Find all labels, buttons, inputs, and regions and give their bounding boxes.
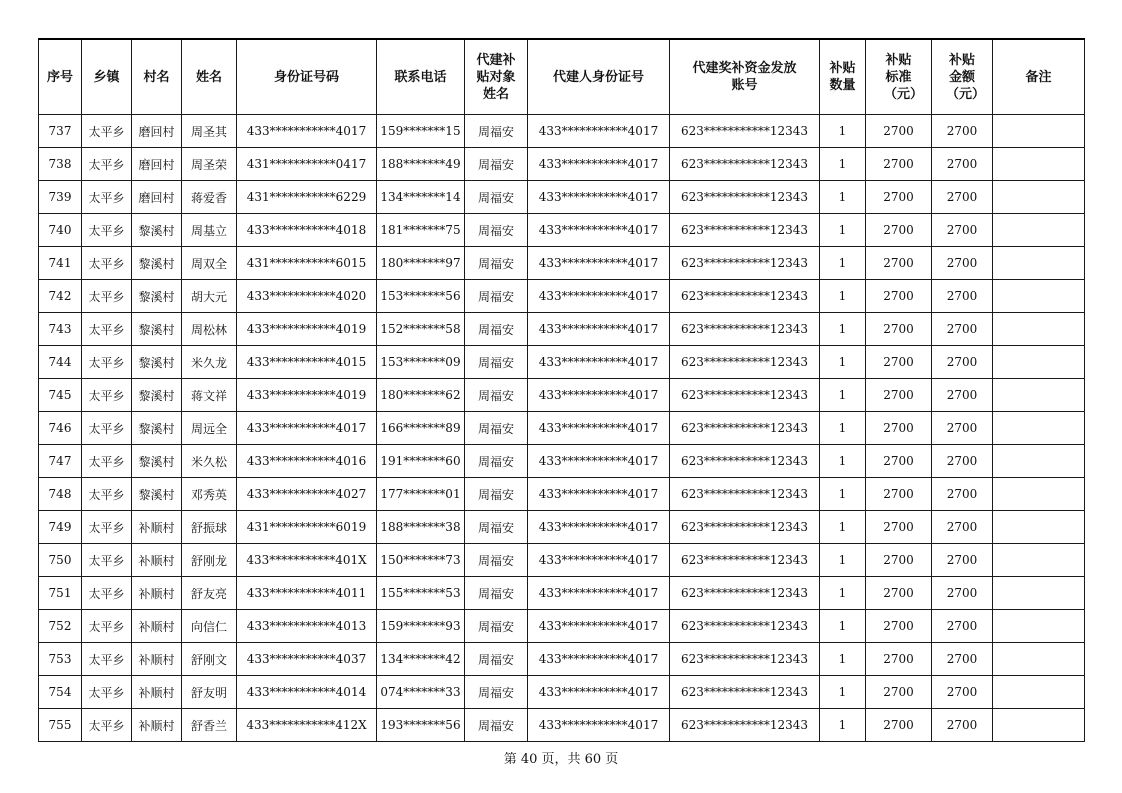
cell-id-number: 431***********6229: [237, 181, 377, 214]
cell-account: 623***********12343: [670, 478, 820, 511]
cell-town: 太平乡: [82, 478, 132, 511]
cell-seq: 739: [39, 181, 82, 214]
cell-village: 黎溪村: [132, 478, 182, 511]
cell-name: 米久龙: [182, 346, 237, 379]
header-standard: 补贴标准（元）: [866, 39, 932, 115]
cell-agent-id: 433***********4017: [528, 676, 670, 709]
cell-note: [993, 313, 1085, 346]
cell-agent-name: 周福安: [465, 280, 528, 313]
cell-agent-name: 周福安: [465, 412, 528, 445]
cell-amount: 2700: [932, 709, 993, 742]
cell-account: 623***********12343: [670, 346, 820, 379]
cell-note: [993, 709, 1085, 742]
cell-agent-name: 周福安: [465, 148, 528, 181]
cell-name: 周双全: [182, 247, 237, 280]
cell-phone: 134*******42: [377, 643, 465, 676]
cell-account: 623***********12343: [670, 610, 820, 643]
cell-note: [993, 643, 1085, 676]
table-header-row: [39, 39, 1085, 115]
cell-agent-name: 周福安: [465, 610, 528, 643]
cell-village: 补顺村: [132, 544, 182, 577]
cell-id-number: 433***********4018: [237, 214, 377, 247]
table-row: [39, 214, 1085, 247]
table-row: [39, 544, 1085, 577]
cell-town: 太平乡: [82, 313, 132, 346]
cell-quantity: 1: [820, 181, 866, 214]
cell-agent-name: 周福安: [465, 709, 528, 742]
cell-id-number: 433***********4017: [237, 115, 377, 148]
cell-account: 623***********12343: [670, 577, 820, 610]
table-row: [39, 379, 1085, 412]
cell-village: 补顺村: [132, 577, 182, 610]
cell-phone: 180*******62: [377, 379, 465, 412]
cell-agent-name: 周福安: [465, 643, 528, 676]
cell-agent-name: 周福安: [465, 676, 528, 709]
cell-quantity: 1: [820, 148, 866, 181]
table-row: [39, 115, 1085, 148]
cell-quantity: 1: [820, 610, 866, 643]
cell-note: [993, 148, 1085, 181]
header-phone: 联系电话: [377, 39, 465, 115]
cell-quantity: 1: [820, 346, 866, 379]
cell-phone: 193*******56: [377, 709, 465, 742]
cell-phone: 177*******01: [377, 478, 465, 511]
table-row: [39, 247, 1085, 280]
cell-name: 周基立: [182, 214, 237, 247]
header-agent-id: 代建人身份证号: [528, 39, 670, 115]
cell-note: [993, 610, 1085, 643]
cell-quantity: 1: [820, 247, 866, 280]
header-id-number: 身份证号码: [237, 39, 377, 115]
cell-agent-name: 周福安: [465, 511, 528, 544]
cell-quantity: 1: [820, 676, 866, 709]
cell-amount: 2700: [932, 115, 993, 148]
table-row: [39, 412, 1085, 445]
cell-name: 舒振球: [182, 511, 237, 544]
cell-quantity: 1: [820, 709, 866, 742]
header-account: 代建奖补资金发放账号: [670, 39, 820, 115]
cell-agent-id: 433***********4017: [528, 247, 670, 280]
cell-amount: 2700: [932, 445, 993, 478]
cell-account: 623***********12343: [670, 379, 820, 412]
cell-seq: 747: [39, 445, 82, 478]
header-town: 乡镇: [82, 39, 132, 115]
cell-name: 舒刚龙: [182, 544, 237, 577]
cell-agent-id: 433***********4017: [528, 709, 670, 742]
cell-standard: 2700: [866, 148, 932, 181]
cell-standard: 2700: [866, 313, 932, 346]
cell-amount: 2700: [932, 478, 993, 511]
cell-account: 623***********12343: [670, 115, 820, 148]
cell-agent-id: 433***********4017: [528, 511, 670, 544]
cell-id-number: 433***********4020: [237, 280, 377, 313]
cell-agent-id: 433***********4017: [528, 412, 670, 445]
cell-quantity: 1: [820, 544, 866, 577]
cell-town: 太平乡: [82, 445, 132, 478]
cell-name: 米久松: [182, 445, 237, 478]
cell-seq: 746: [39, 412, 82, 445]
cell-seq: 755: [39, 709, 82, 742]
header-agent-name: 代建补贴对象姓名: [465, 39, 528, 115]
cell-standard: 2700: [866, 247, 932, 280]
table-row: [39, 709, 1085, 742]
cell-quantity: 1: [820, 379, 866, 412]
cell-village: 黎溪村: [132, 445, 182, 478]
cell-note: [993, 511, 1085, 544]
cell-agent-id: 433***********4017: [528, 346, 670, 379]
cell-town: 太平乡: [82, 709, 132, 742]
cell-name: 舒刚文: [182, 643, 237, 676]
cell-town: 太平乡: [82, 544, 132, 577]
cell-village: 黎溪村: [132, 379, 182, 412]
cell-standard: 2700: [866, 544, 932, 577]
cell-note: [993, 115, 1085, 148]
cell-agent-id: 433***********4017: [528, 478, 670, 511]
cell-agent-name: 周福安: [465, 379, 528, 412]
cell-note: [993, 676, 1085, 709]
cell-standard: 2700: [866, 643, 932, 676]
cell-standard: 2700: [866, 610, 932, 643]
cell-standard: 2700: [866, 577, 932, 610]
cell-name: 向信仁: [182, 610, 237, 643]
cell-village: 黎溪村: [132, 412, 182, 445]
cell-seq: 745: [39, 379, 82, 412]
cell-seq: 740: [39, 214, 82, 247]
cell-quantity: 1: [820, 445, 866, 478]
cell-quantity: 1: [820, 313, 866, 346]
cell-account: 623***********12343: [670, 313, 820, 346]
cell-standard: 2700: [866, 445, 932, 478]
table-row: [39, 577, 1085, 610]
cell-agent-name: 周福安: [465, 577, 528, 610]
cell-note: [993, 544, 1085, 577]
table-body: [39, 115, 1085, 742]
cell-account: 623***********12343: [670, 643, 820, 676]
cell-seq: 742: [39, 280, 82, 313]
cell-amount: 2700: [932, 214, 993, 247]
cell-quantity: 1: [820, 214, 866, 247]
cell-village: 补顺村: [132, 511, 182, 544]
cell-name: 舒友明: [182, 676, 237, 709]
cell-id-number: 433***********4037: [237, 643, 377, 676]
table-row: [39, 346, 1085, 379]
cell-note: [993, 445, 1085, 478]
cell-agent-id: 433***********4017: [528, 115, 670, 148]
cell-quantity: 1: [820, 511, 866, 544]
cell-account: 623***********12343: [670, 247, 820, 280]
cell-phone: 074*******33: [377, 676, 465, 709]
cell-seq: 743: [39, 313, 82, 346]
cell-amount: 2700: [932, 511, 993, 544]
cell-account: 623***********12343: [670, 445, 820, 478]
cell-phone: 188*******38: [377, 511, 465, 544]
subsidy-table: [38, 38, 1085, 742]
cell-note: [993, 379, 1085, 412]
cell-town: 太平乡: [82, 148, 132, 181]
cell-note: [993, 214, 1085, 247]
cell-note: [993, 346, 1085, 379]
cell-account: 623***********12343: [670, 214, 820, 247]
cell-village: 补顺村: [132, 676, 182, 709]
cell-village: 补顺村: [132, 709, 182, 742]
cell-name: 胡大元: [182, 280, 237, 313]
cell-id-number: 431***********6019: [237, 511, 377, 544]
cell-quantity: 1: [820, 280, 866, 313]
cell-phone: 150*******73: [377, 544, 465, 577]
cell-agent-id: 433***********4017: [528, 280, 670, 313]
cell-account: 623***********12343: [670, 544, 820, 577]
table-row: [39, 643, 1085, 676]
cell-phone: 159*******15: [377, 115, 465, 148]
table-row: [39, 280, 1085, 313]
cell-agent-name: 周福安: [465, 313, 528, 346]
cell-agent-id: 433***********4017: [528, 214, 670, 247]
cell-village: 黎溪村: [132, 280, 182, 313]
cell-name: 周圣荣: [182, 148, 237, 181]
cell-village: 黎溪村: [132, 313, 182, 346]
cell-account: 623***********12343: [670, 511, 820, 544]
cell-agent-id: 433***********4017: [528, 445, 670, 478]
cell-quantity: 1: [820, 643, 866, 676]
cell-town: 太平乡: [82, 181, 132, 214]
page-footer: 第 40 页，共 60 页: [503, 752, 619, 767]
cell-id-number: 433***********4015: [237, 346, 377, 379]
cell-amount: 2700: [932, 676, 993, 709]
table-row: [39, 610, 1085, 643]
cell-name: 舒香兰: [182, 709, 237, 742]
table-row: [39, 313, 1085, 346]
cell-name: 周圣其: [182, 115, 237, 148]
cell-agent-name: 周福安: [465, 346, 528, 379]
cell-agent-id: 433***********4017: [528, 610, 670, 643]
cell-account: 623***********12343: [670, 676, 820, 709]
cell-phone: 153*******56: [377, 280, 465, 313]
cell-seq: 738: [39, 148, 82, 181]
cell-id-number: 433***********4019: [237, 313, 377, 346]
cell-town: 太平乡: [82, 676, 132, 709]
cell-agent-id: 433***********4017: [528, 313, 670, 346]
cell-amount: 2700: [932, 148, 993, 181]
cell-id-number: 431***********6015: [237, 247, 377, 280]
cell-agent-name: 周福安: [465, 478, 528, 511]
cell-agent-id: 433***********4017: [528, 643, 670, 676]
cell-phone: 180*******97: [377, 247, 465, 280]
table-row: [39, 148, 1085, 181]
cell-town: 太平乡: [82, 412, 132, 445]
cell-agent-name: 周福安: [465, 544, 528, 577]
cell-standard: 2700: [866, 280, 932, 313]
cell-phone: 166*******89: [377, 412, 465, 445]
cell-standard: 2700: [866, 676, 932, 709]
cell-id-number: 433***********4014: [237, 676, 377, 709]
cell-agent-id: 433***********4017: [528, 544, 670, 577]
cell-village: 补顺村: [132, 610, 182, 643]
header-amount: 补贴金额（元）: [932, 39, 993, 115]
cell-amount: 2700: [932, 412, 993, 445]
cell-note: [993, 247, 1085, 280]
cell-village: 黎溪村: [132, 247, 182, 280]
cell-village: 黎溪村: [132, 346, 182, 379]
cell-note: [993, 412, 1085, 445]
cell-town: 太平乡: [82, 577, 132, 610]
cell-town: 太平乡: [82, 247, 132, 280]
cell-id-number: 433***********412X: [237, 709, 377, 742]
cell-seq: 741: [39, 247, 82, 280]
cell-agent-name: 周福安: [465, 445, 528, 478]
cell-phone: 159*******93: [377, 610, 465, 643]
cell-phone: 191*******60: [377, 445, 465, 478]
cell-account: 623***********12343: [670, 280, 820, 313]
cell-town: 太平乡: [82, 115, 132, 148]
cell-name: 邓秀英: [182, 478, 237, 511]
cell-note: [993, 280, 1085, 313]
cell-village: 黎溪村: [132, 214, 182, 247]
cell-seq: 752: [39, 610, 82, 643]
cell-name: 蒋文祥: [182, 379, 237, 412]
cell-agent-id: 433***********4017: [528, 148, 670, 181]
cell-seq: 754: [39, 676, 82, 709]
cell-seq: 737: [39, 115, 82, 148]
cell-quantity: 1: [820, 115, 866, 148]
cell-account: 623***********12343: [670, 148, 820, 181]
cell-id-number: 433***********4011: [237, 577, 377, 610]
cell-quantity: 1: [820, 478, 866, 511]
cell-name: 蒋爱香: [182, 181, 237, 214]
cell-id-number: 433***********4013: [237, 610, 377, 643]
cell-standard: 2700: [866, 379, 932, 412]
cell-note: [993, 577, 1085, 610]
cell-quantity: 1: [820, 577, 866, 610]
cell-agent-name: 周福安: [465, 181, 528, 214]
cell-amount: 2700: [932, 643, 993, 676]
table-row: [39, 181, 1085, 214]
cell-amount: 2700: [932, 247, 993, 280]
cell-village: 磨回村: [132, 148, 182, 181]
cell-name: 周松林: [182, 313, 237, 346]
cell-name: 周远全: [182, 412, 237, 445]
cell-phone: 181*******75: [377, 214, 465, 247]
cell-standard: 2700: [866, 346, 932, 379]
cell-standard: 2700: [866, 709, 932, 742]
cell-phone: 134*******14: [377, 181, 465, 214]
cell-id-number: 433***********4027: [237, 478, 377, 511]
cell-standard: 2700: [866, 181, 932, 214]
cell-id-number: 433***********4017: [237, 412, 377, 445]
header-seq: 序号: [39, 39, 82, 115]
cell-note: [993, 181, 1085, 214]
cell-account: 623***********12343: [670, 181, 820, 214]
cell-amount: 2700: [932, 181, 993, 214]
cell-id-number: 431***********0417: [237, 148, 377, 181]
cell-seq: 748: [39, 478, 82, 511]
cell-standard: 2700: [866, 478, 932, 511]
cell-town: 太平乡: [82, 280, 132, 313]
cell-amount: 2700: [932, 577, 993, 610]
cell-standard: 2700: [866, 412, 932, 445]
cell-village: 磨回村: [132, 115, 182, 148]
cell-town: 太平乡: [82, 643, 132, 676]
cell-town: 太平乡: [82, 610, 132, 643]
cell-id-number: 433***********4019: [237, 379, 377, 412]
cell-note: [993, 478, 1085, 511]
cell-agent-id: 433***********4017: [528, 577, 670, 610]
cell-standard: 2700: [866, 115, 932, 148]
header-quantity: 补贴数量: [820, 39, 866, 115]
cell-amount: 2700: [932, 280, 993, 313]
cell-agent-name: 周福安: [465, 115, 528, 148]
cell-village: 磨回村: [132, 181, 182, 214]
header-note: 备注: [993, 39, 1085, 115]
cell-village: 补顺村: [132, 643, 182, 676]
cell-account: 623***********12343: [670, 412, 820, 445]
cell-town: 太平乡: [82, 346, 132, 379]
cell-amount: 2700: [932, 544, 993, 577]
cell-amount: 2700: [932, 313, 993, 346]
table-row: [39, 478, 1085, 511]
header-village: 村名: [132, 39, 182, 115]
cell-seq: 751: [39, 577, 82, 610]
cell-town: 太平乡: [82, 214, 132, 247]
header-name: 姓名: [182, 39, 237, 115]
cell-amount: 2700: [932, 346, 993, 379]
cell-agent-name: 周福安: [465, 214, 528, 247]
cell-agent-id: 433***********4017: [528, 181, 670, 214]
cell-agent-id: 433***********4017: [528, 379, 670, 412]
cell-seq: 753: [39, 643, 82, 676]
cell-seq: 750: [39, 544, 82, 577]
cell-amount: 2700: [932, 379, 993, 412]
cell-name: 舒友亮: [182, 577, 237, 610]
table-row: [39, 511, 1085, 544]
cell-account: 623***********12343: [670, 709, 820, 742]
cell-town: 太平乡: [82, 511, 132, 544]
cell-standard: 2700: [866, 214, 932, 247]
cell-id-number: 433***********401X: [237, 544, 377, 577]
cell-phone: 155*******53: [377, 577, 465, 610]
cell-phone: 152*******58: [377, 313, 465, 346]
cell-phone: 188*******49: [377, 148, 465, 181]
cell-quantity: 1: [820, 412, 866, 445]
cell-standard: 2700: [866, 511, 932, 544]
cell-phone: 153*******09: [377, 346, 465, 379]
cell-town: 太平乡: [82, 379, 132, 412]
cell-seq: 744: [39, 346, 82, 379]
table-row: [39, 676, 1085, 709]
cell-id-number: 433***********4016: [237, 445, 377, 478]
cell-agent-name: 周福安: [465, 247, 528, 280]
cell-seq: 749: [39, 511, 82, 544]
table-row: [39, 445, 1085, 478]
cell-amount: 2700: [932, 610, 993, 643]
